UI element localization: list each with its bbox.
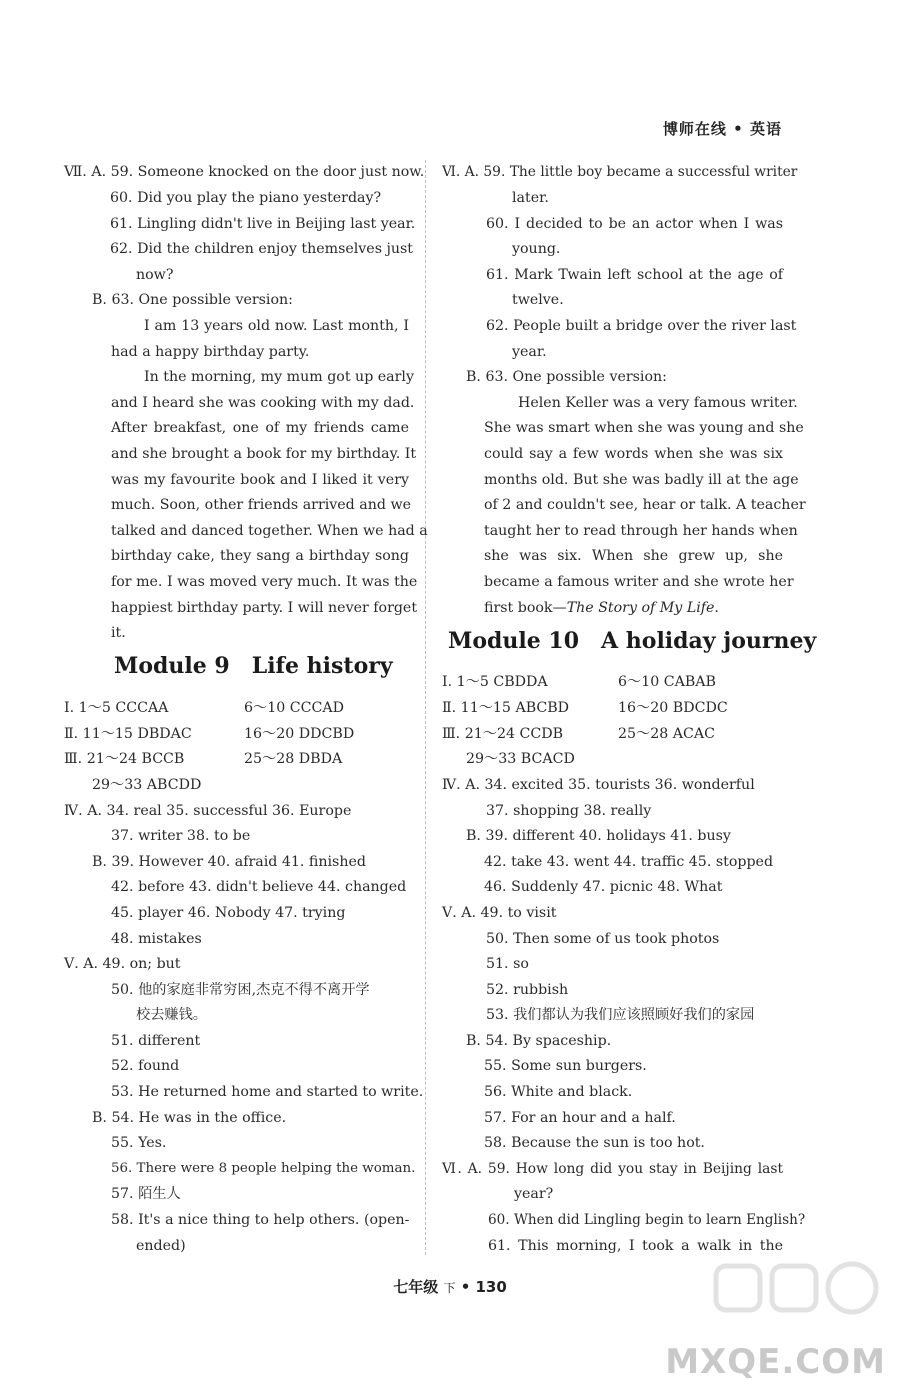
module-name: A holiday journey [601,628,817,654]
answer-line: 52. rubbish [486,982,569,998]
answer-line: year? [514,1186,554,1202]
answer-line: year. [512,344,547,360]
essay-line: it. [111,625,126,641]
answer-line: 29～33 BCACD [466,751,575,767]
answer-line: 57. For an hour and a half. [484,1110,676,1126]
answer-line: Ⅴ. A. 49. on; but [64,956,181,972]
essay-line: became a famous writer and she wrote her [484,574,794,590]
answer-line: 62. People built a bridge over the river last [486,318,797,334]
answer-line: 53. 我们都认为我们应该照顾好我们的家园 [486,1007,755,1023]
answer-line: 6～10 CCCAD [244,700,344,716]
answer-line: B. 54. By spaceship. [466,1033,612,1049]
answer-line: Ⅱ. 11～15 DBDAC [64,726,192,742]
essay-line: Helen Keller was a very famous writer. [518,395,798,411]
essay-line: much. Soon, other friends arrived and we [111,497,411,513]
essay-line: months old. But she was badly ill at the age [484,472,799,488]
module-number: Module 10 [448,628,580,654]
answer-line: 25～28 ACAC [618,726,716,742]
answer-line: 52. found [111,1058,180,1074]
answer-line: 6～10 CABAB [618,674,716,690]
answer-line: Ⅲ. 21～24 CCDB [442,726,564,742]
module-name: Life history [251,653,393,679]
answer-line: 50. Then some of us took photos [486,931,720,947]
essay-line [484,598,719,618]
answer-line: 校去赚钱。 [136,1007,207,1023]
essay-line: taught her to read through her hands when [484,523,798,539]
book-title: The Story of My Life. [566,600,719,616]
answer-line: 55. Yes. [111,1135,167,1151]
module-10-title [448,628,816,654]
answer-line: Ⅵ. A. 59. The little boy became a successful writer [442,164,798,180]
answer-line: B. 54. He was in the office. [92,1110,287,1126]
answer-line: 57. 陌生人 [111,1186,181,1202]
answer-line: 25～28 DBDA [244,751,343,767]
answer-line: 46. Suddenly 47. picnic 48. What [484,879,723,895]
essay-line: and she brought a book for my birthday. It [111,446,417,462]
answer-line: 42. before 43. didn't believe 44. changed [111,879,407,895]
answer-line: B. 39. However 40. afraid 41. finished [92,854,366,870]
answer-line: 62. Did the children enjoy themselves just [110,241,414,257]
answer-line: B. 63. One possible version: [466,369,667,385]
answer-line: 16～20 BDCDC [618,700,728,716]
essay-line: for me. I was moved very much. It was the [111,574,418,590]
answer-line: ended) [136,1238,186,1254]
answer-line: Ⅵ. A. 59. How long did you stay in Beijing last [442,1161,783,1177]
essay-line: In the morning, my mum got up early [144,369,414,385]
answer-line: 48. mistakes [111,931,202,947]
answer-line: 58. It's a nice thing to help others. (open- [111,1212,410,1228]
essay-line: talked and danced together. When we had a [111,523,428,539]
answer-line: 58. Because the sun is too hot. [484,1135,705,1151]
answer-line: 45. player 46. Nobody 47. trying [111,905,346,921]
footer-grade: 七年级 [393,1278,439,1296]
answer-line: 37. shopping 38. really [486,803,652,819]
module-9-title [114,653,393,679]
answer-line: 56. White and black. [484,1084,633,1100]
header-dot: • [733,120,750,138]
answer-line: 61. Mark Twain left school at the age of [486,267,783,283]
answer-line: Ⅰ. 1～5 CCCAA [64,700,169,716]
answer-line: 16～20 DDCBD [244,726,355,742]
answer-line: Ⅱ. 11～15 ABCBD [442,700,570,716]
essay-line: could say a few words when she was six [484,446,783,462]
answer-line: 60. Did you play the piano yesterday? [110,190,382,206]
answer-line: 50. 他的家庭非常穷困,杰克不得不离开学 [111,982,370,998]
answer-line: Ⅲ. 21～24 BCCB [64,751,185,767]
essay-line: She was smart when she was young and she [484,420,804,436]
answer-line: later. [512,190,549,206]
answer-line: Ⅶ. A. 59. Someone knocked on the door just now. [64,164,425,180]
header-subject: 英语 [749,120,782,138]
answer-line: 51. different [111,1033,201,1049]
essay-line: and I heard she was cooking with my dad. [111,395,415,411]
header-title: 博师在线 [662,120,727,138]
page-footer [0,1276,900,1297]
answer-line: 53. He returned home and started to write. [111,1084,424,1100]
answer-line: B. 63. One possible version: [92,292,293,308]
module-number: Module 9 [114,653,230,679]
answer-line: 61. This morning, I took a walk in the [488,1238,783,1254]
essay-line: I am 13 years old now. Last month, I [144,318,409,334]
column-divider [425,160,426,1255]
answer-line: Ⅳ. A. 34. excited 35. tourists 36. wonderful [442,777,755,793]
essay-text: first book— [484,600,567,616]
essay-line: birthday cake, they sang a birthday song [111,548,409,564]
page-number: • 130 [460,1278,507,1296]
answer-line: 42. take 43. went 44. traffic 45. stopped [484,854,774,870]
essay-line: she was six. When she grew up, she [484,548,783,564]
footer-volume: 下 [443,1281,456,1295]
essay-line: was my favourite book and I liked it very [111,472,409,488]
answer-line: now? [136,267,174,283]
answer-line: young. [512,241,561,257]
essay-line: happiest birthday party. I will never forget [111,600,418,616]
answer-line: 37. writer 38. to be [111,828,251,844]
essay-line: had a happy birthday party. [111,344,310,360]
watermark-text: MXQE.COM [665,1342,886,1382]
answer-line: 55. Some sun burgers. [484,1058,647,1074]
page-header [663,118,782,139]
answer-line: Ⅰ. 1～5 CBDDA [442,674,548,690]
answer-line: twelve. [512,292,564,308]
answer-line: Ⅴ. A. 49. to visit [442,905,557,921]
answer-line: 60. I decided to be an actor when I was [486,216,783,232]
answer-line: 29～33 ABCDD [92,777,202,793]
essay-line: of 2 and couldn't see, hear or talk. A teacher [484,497,806,513]
answer-line: 56. There were 8 people helping the woman. [111,1161,416,1176]
answer-line: 51. so [486,956,529,972]
answer-line: B. 39. different 40. holidays 41. busy [466,828,731,844]
answer-line: Ⅳ. A. 34. real 35. successful 36. Europe [64,803,352,819]
answer-line: 60. When did Lingling begin to learn English? [488,1212,806,1228]
essay-line: After breakfast, one of my friends came [111,420,409,436]
answer-line: 61. Lingling didn't live in Beijing last year. [110,216,416,232]
